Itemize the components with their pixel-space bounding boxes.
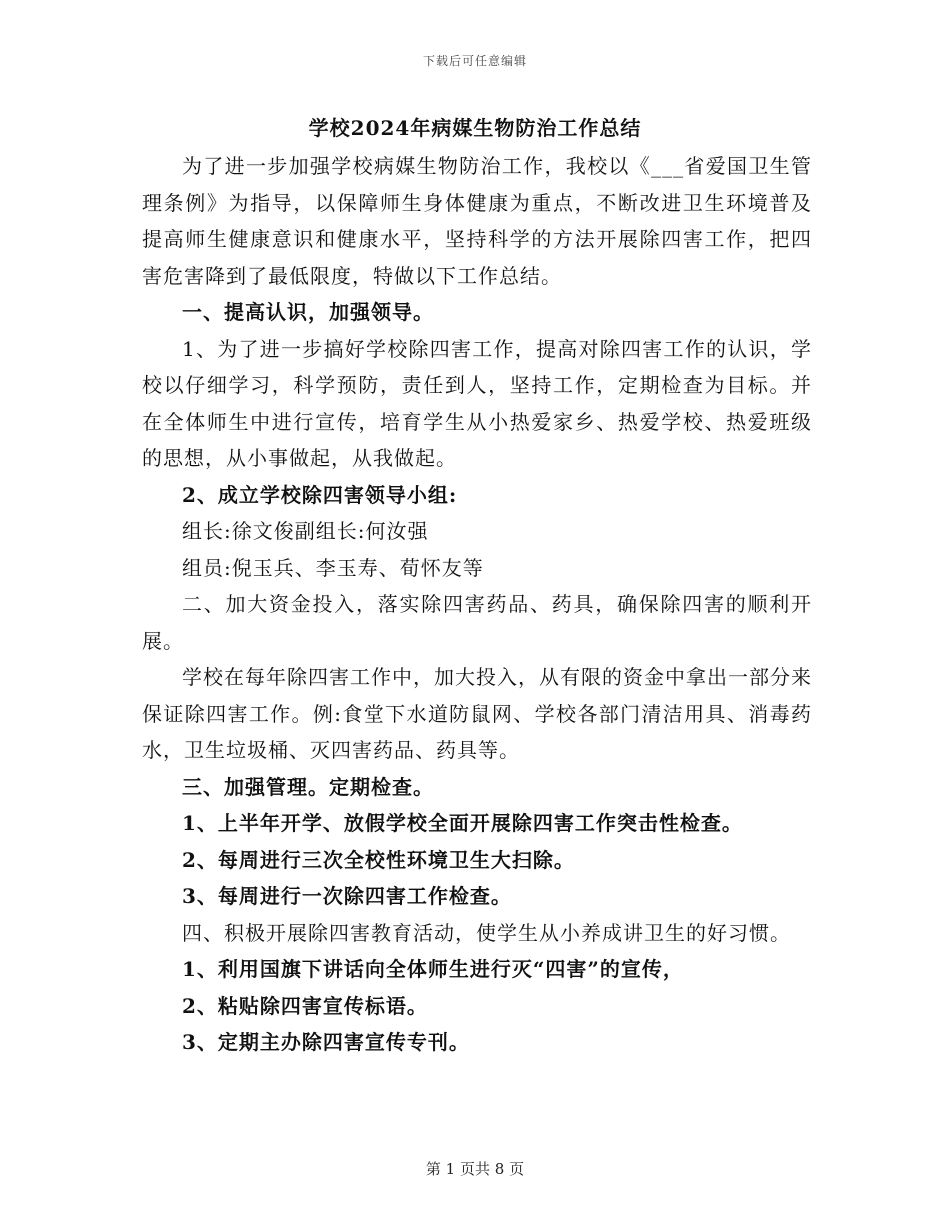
header-note: 下载后可任意编辑	[422, 54, 527, 68]
group-leader-line: 组长:徐文俊副组长:何汝强	[182, 519, 429, 543]
document-title: 学校2024年病媒生物防治工作总结	[308, 116, 642, 140]
group-members-line: 组员:倪玉兵、李玉寿、荀怀友等	[182, 555, 484, 580]
paragraph-1-2: 2、成立学校除四害领导小组:	[182, 482, 458, 507]
section-heading-2: 二、加大资金投入，落实除四害药品、药具，确保除四害的顺利开展。	[142, 592, 812, 653]
paragraph-3-2: 2、每周进行三次全校性环境卫生大扫除。	[182, 847, 575, 872]
paragraph-4-1: 1、利用国旗下讲话向全体师生进行灭“四害”的宣传，	[182, 957, 684, 981]
section-heading-3: 三、加强管理。定期检查。	[182, 774, 434, 799]
paragraph-4-2: 2、粘贴除四害宣传标语。	[182, 993, 428, 1018]
paragraph-1-1: 1、为了进一步搞好学校除四害工作，提高对除四害工作的认识，学校以仔细学习，科学预防，责任到人，坚持工作，定期检查为目标。并在全体师生中进行宣传，培育学生从小热爱家乡、热爱学校、热爱班级的思想，从小事做起，从我做起。	[142, 336, 812, 470]
paragraph-3-3: 3、每周进行一次除四害工作检查。	[182, 884, 512, 908]
intro-paragraph: 为了进一步加强学校病媒生物防治工作，我校以《___省爱国卫生管理条例》为指导，以保障师生身体健康为重点，不断改进卫生环境普及提高师生健康意识和健康水平，坚持科学的方法开展除四害工作，把四害危害降到了最低限度，特做以下工作总结。	[142, 154, 812, 288]
document-body	[142, 148, 812, 1061]
page-number-footer: 第 1 页共 8 页	[425, 1160, 525, 1178]
paragraph-3-1: 1、上半年开学、放假学校全面开展除四害工作突击性检查。	[182, 811, 743, 835]
paragraph-2-body: 学校在每年除四害工作中，加大投入，从有限的资金中拿出一部分来保证除四害工作。例:食堂下水道防鼠网、学校各部门清洁用具、消毒药水，卫生垃圾桶、灭四害药品、药具等。	[142, 665, 812, 762]
section-heading-4: 四、积极开展除四害教育活动，使学生从小养成讲卫生的好习惯。	[182, 920, 791, 945]
section-heading-1: 一、提高认识，加强领导。	[182, 300, 434, 324]
paragraph-4-3: 3、定期主办除四害宣传专刊。	[182, 1030, 470, 1054]
